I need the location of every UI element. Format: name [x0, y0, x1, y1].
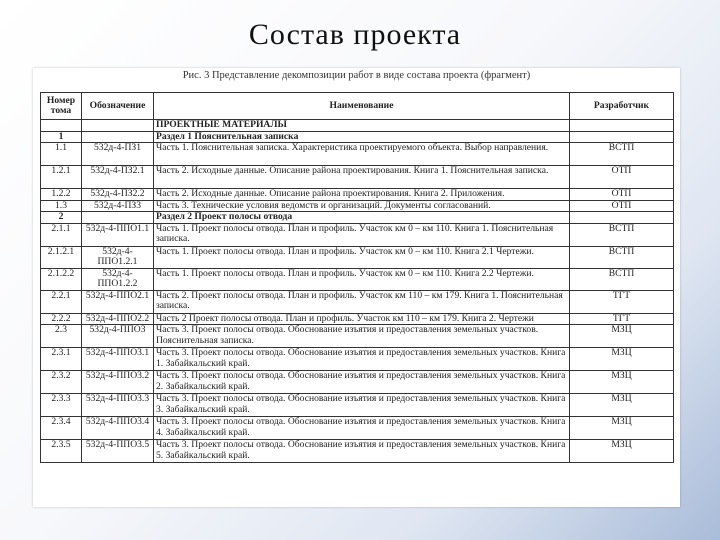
document-name: Часть 3. Проект полосы отвода. Обоснование изъятия и предоставления земельных участков. Книга 3. Забайкальский край.: [154, 394, 570, 417]
table-row: [41, 143, 674, 166]
volume-number: 2.1.2.2: [41, 268, 82, 290]
volume-number: 1.3: [41, 200, 82, 212]
table-row: [41, 246, 674, 268]
volume-number: 2.3.1: [41, 348, 82, 371]
document-code: 532д-4-ППО3.2: [82, 371, 154, 394]
table-row: [41, 394, 674, 417]
empty-cell: [570, 131, 674, 143]
volume-number: 2.3.5: [41, 440, 82, 463]
document-code: 532д-4-ППО3.3: [82, 394, 154, 417]
document-code: 532д-4-ППО2.1: [82, 290, 154, 313]
empty-cell: [82, 212, 154, 224]
volume-number: 2.2.2: [41, 313, 82, 325]
developer: ВСТП: [570, 223, 674, 246]
slide-title: Состав проекта: [248, 18, 462, 51]
section-title: Раздел 2 Проект полосы отвода: [154, 212, 570, 224]
document-code: 532д-4-ППО3.5: [82, 440, 154, 463]
table-row: [41, 348, 674, 371]
volume-number: 2.3.3: [41, 394, 82, 417]
table-row: [41, 440, 674, 463]
developer: МЗЦ: [570, 394, 674, 417]
document-code: 532д-4-ПЗ2.1: [82, 166, 154, 189]
developer: МЗЦ: [570, 348, 674, 371]
section-title: Раздел 1 Пояснительная записка: [154, 131, 570, 143]
document-name: Часть 3. Технические условия ведомств и организаций. Документы согласований.: [154, 200, 570, 212]
document-name: Часть 1. Проект полосы отвода. План и профиль. Участок км 0 – км 110. Книга 1. Пояснительная записка.: [154, 223, 570, 246]
volume-number: 2.1.1: [41, 223, 82, 246]
section-number: 1: [41, 131, 82, 143]
developer: МЗЦ: [570, 325, 674, 348]
volume-number: 2.1.2.1: [41, 246, 82, 268]
document-code: 532д-4-ППО3: [82, 325, 154, 348]
developer: ВСТП: [570, 246, 674, 268]
document-name: Часть 3. Проект полосы отвода. Обоснование изъятия и предоставления земельных участков. Книга 4. Забайкальский край.: [154, 417, 570, 440]
section-row: [41, 131, 674, 143]
document-code: 532д-4-ППО3.4: [82, 417, 154, 440]
document-code: 532д-4-ППО1.2.2: [82, 268, 154, 290]
developer: ОТП: [570, 189, 674, 201]
header-developer: Разработчик: [570, 93, 674, 120]
developer: ВСТП: [570, 143, 674, 166]
empty-cell: [82, 131, 154, 143]
document-name: Часть 3. Проект полосы отвода. Обоснование изъятия и предоставления земельных участков. Книга 1. Забайкальский край.: [154, 348, 570, 371]
table-row: [41, 223, 674, 246]
volume-number: 2.3.2: [41, 371, 82, 394]
volume-number: 1.2.1: [41, 166, 82, 189]
document-code: 532д-4-ПЗ2.2: [82, 189, 154, 201]
volume-number: 2.3: [41, 325, 82, 348]
document-name: Часть 2. Исходные данные. Описание района проектирования. Книга 2. Приложения.: [154, 189, 570, 201]
document-code: 532д-4-ППО1.2.1: [82, 246, 154, 268]
document-name: Часть 2. Исходные данные. Описание района проектирования. Книга 1. Пояснительная записка.: [154, 166, 570, 189]
table-row: [41, 325, 674, 348]
table-row: [41, 189, 674, 201]
document-name: Часть 1. Пояснительная записка. Характеристика проектируемого объекта. Выбор направления.: [154, 143, 570, 166]
developer: ТГТ: [570, 290, 674, 313]
table-row: [41, 371, 674, 394]
table-row: [41, 290, 674, 313]
volume-number: 1.1: [41, 143, 82, 166]
volume-number: 2.3.4: [41, 417, 82, 440]
document-code: 532д-4-ППО3.1: [82, 348, 154, 371]
empty-cell: [570, 120, 674, 132]
document-name: Часть 3. Проект полосы отвода. Обоснование изъятия и предоставления земельных участков. Книга 2. Забайкальский край.: [154, 371, 570, 394]
document-name: Часть 1. Проект полосы отвода. План и профиль. Участок км 0 – км 110. Книга 2.1 Чертежи.: [154, 246, 570, 268]
empty-cell: [41, 120, 82, 132]
table-row: [41, 166, 674, 189]
table-row: [41, 313, 674, 325]
document-code: 532д-4-ПЗ3: [82, 200, 154, 212]
project-composition-table: [40, 92, 674, 463]
table-header-row: [41, 93, 674, 120]
figure-caption: Рис. 3 Представление декомпозиции работ в виде состава проекта (фрагмент): [182, 70, 531, 81]
document-name: Часть 3. Проект полосы отвода. Обоснование изъятия и предоставления земельных участков. Книга 5. Забайкальский край.: [154, 440, 570, 463]
header-code: Обозначение: [82, 93, 154, 120]
volume-number: 2.2.1: [41, 290, 82, 313]
project-materials-label: ПРОЕКТНЫЕ МАТЕРИАЛЫ: [154, 120, 570, 132]
developer: ОТП: [570, 200, 674, 212]
developer: МЗЦ: [570, 371, 674, 394]
document-code: 532д-4-ПЗ1: [82, 143, 154, 166]
developer: ОТП: [570, 166, 674, 189]
section-number: 2: [41, 212, 82, 224]
table-row: [41, 200, 674, 212]
document-code: 532д-4-ППО2.2: [82, 313, 154, 325]
document-name: Часть 2 Проект полосы отвода. План и профиль. Участок км 110 – км 179. Книга 2. Чертежи: [154, 313, 570, 325]
developer: ВСТП: [570, 268, 674, 290]
developer: МЗЦ: [570, 417, 674, 440]
developer: ТГТ: [570, 313, 674, 325]
document-name: Часть 3. Проект полосы отвода. Обоснование изъятия и предоставления земельных участков. Пояснительная записка.: [154, 325, 570, 348]
document-code: 532д-4-ППО1.1: [82, 223, 154, 246]
table-row: [41, 268, 674, 290]
developer: МЗЦ: [570, 440, 674, 463]
section-row: [41, 212, 674, 224]
document-name: Часть 1. Проект полосы отвода. План и профиль. Участок км 0 – км 110. Книга 2.2 Чертежи.: [154, 268, 570, 290]
empty-cell: [570, 212, 674, 224]
header-name: Наименование: [154, 93, 570, 120]
header-volume: Номер тома: [41, 93, 82, 120]
document-name: Часть 2. Проект полосы отвода. План и профиль. Участок км 110 – км 179. Книга 1. Пояснительная записка.: [154, 290, 570, 313]
table-row: [41, 417, 674, 440]
document-panel: [33, 68, 680, 507]
project-materials-row: [41, 120, 674, 132]
empty-cell: [82, 120, 154, 132]
volume-number: 1.2.2: [41, 189, 82, 201]
table-body: [41, 120, 674, 463]
